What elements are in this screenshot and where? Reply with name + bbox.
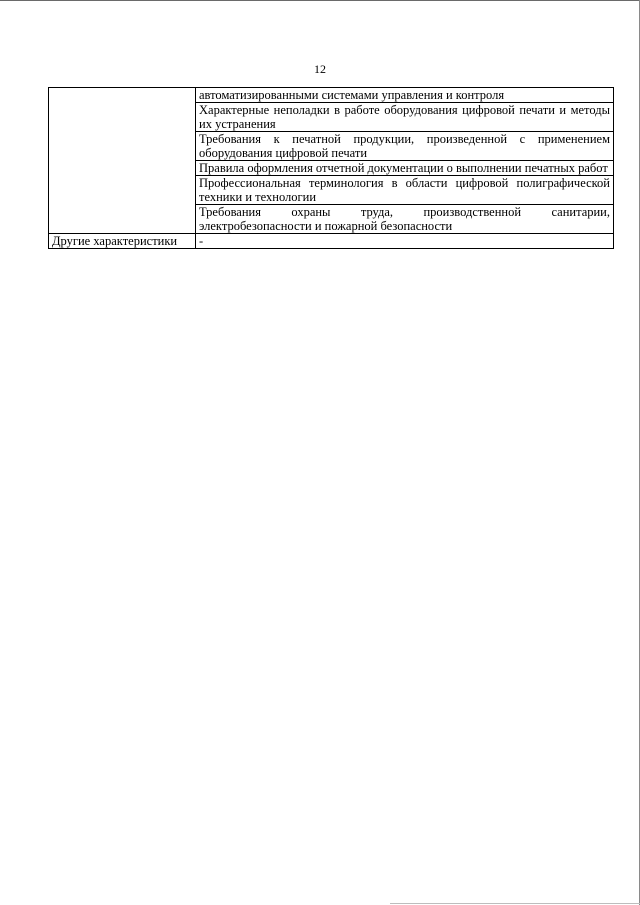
- requirement-item: Требования к печатной продукции, произведенной с применением оборудования цифровой печати: [196, 132, 614, 161]
- table-row-other: [49, 234, 614, 249]
- table-row: [49, 88, 614, 103]
- scan-edge-top: [0, 0, 640, 1]
- requirement-item: автоматизированными системами управления и контроля: [196, 88, 614, 103]
- other-characteristics-value: -: [196, 234, 614, 249]
- scan-edge-bottom: [390, 903, 640, 904]
- requirements-table: [48, 87, 614, 249]
- table-cell-empty: [49, 88, 196, 234]
- page-number: 12: [314, 62, 326, 76]
- requirement-item: Профессиональная терминология в области цифровой полиграфической техники и технологии: [196, 176, 614, 205]
- requirement-item: Характерные неполадки в работе оборудования цифровой печати и методы их устранения: [196, 103, 614, 132]
- requirement-item: Правила оформления отчетной документации о выполнении печатных работ: [196, 161, 614, 176]
- requirement-item: Требования охраны труда, производственной санитарии, электробезопасности и пожарной безопасности: [196, 205, 614, 234]
- other-characteristics-label: Другие характеристики: [49, 234, 196, 249]
